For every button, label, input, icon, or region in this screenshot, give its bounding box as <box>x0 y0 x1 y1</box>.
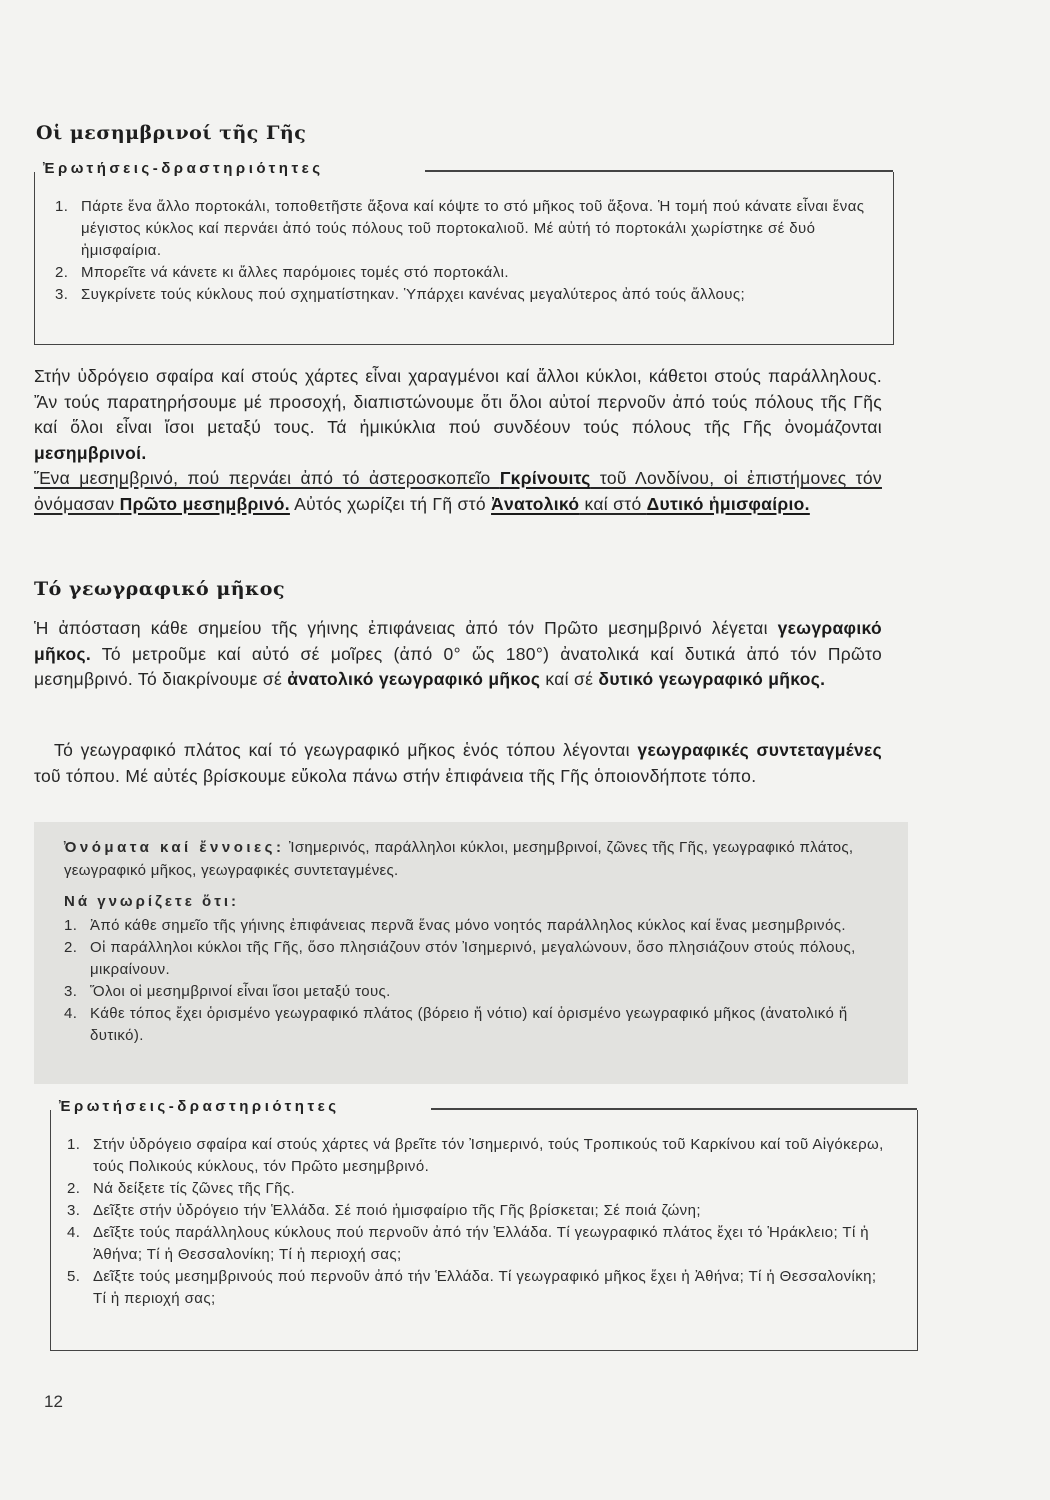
list-item: 4. Κάθε τόπος ἔχει ὁρισμένο γεωγραφικό πλάτος (βόρειο ἤ νότιο) καί ὁρισμένο γεωγραφικό μῆκος (ἀνατολικό ἤ δυτικό). <box>64 1005 848 1044</box>
questions-list-2 <box>67 1134 887 1310</box>
questions-box-2 <box>50 1098 918 1351</box>
list-item: 1. Πάρτε ἕνα ἄλλο πορτοκάλι, τοποθετῆστε ἄξονα καί κόψτε το στό μῆκος τοῦ ἄξονα. Ἡ τομή πού κάνατε εἶναι ἕνας μέγιστος κύκλος καί περνάει ἀπό τούς πόλους τοῦ πορτοκαλιοῦ. Μέ αὐτή τό πορτοκάλι χωρίστηκε σέ δυό ἡμισφαίρια. <box>55 198 865 259</box>
box-rule <box>425 170 893 172</box>
list-item: 3. Δεῖξτε στήν ὑδρόγειο τήν Ἑλλάδα. Σέ ποιό ἡμισφαίριο τῆς Γῆς βρίσκεται; Σέ ποιά ζώνη; <box>67 1202 701 1219</box>
questions-list-1 <box>55 196 869 306</box>
term-west-longitude: δυτικό γεωγραφικό μῆκος. <box>598 669 826 689</box>
list-item: 1. Στήν ὑδρόγειο σφαίρα καί στούς χάρτες νά βρεῖτε τόν Ἰσημερινό, τούς Τροπικούς τοῦ Καρκίνου καί τοῦ Αἰγόκερω, τούς Πολικούς κύκλους, τόν Πρῶτο μεσημβρινό. <box>67 1136 884 1175</box>
names-label: Ὀνόματα καί ἔννοιες: <box>64 839 285 856</box>
questions-box-label: Ἐρωτήσεις-δραστηριότητες <box>41 160 330 177</box>
names-and-concepts: Ὀνόματα καί ἔννοιες: Ἰσημερινός, παράλληλοι κύκλοι, μεσημβρινοί, ζῶνες τῆς Γῆς, γεωγραφικό πλάτος, γεωγραφικό μῆκος, γεωγραφικές συντεταγμένες. <box>64 839 854 879</box>
term-longitude: γεωγραφικό μῆκος. <box>34 618 882 664</box>
page-number: 12 <box>44 1392 63 1411</box>
term-coordinates: γεωγραφικές συντεταγμένες <box>637 740 882 760</box>
term-meridians: μεσημβρινοί. <box>34 442 147 463</box>
list-item: 3. Συγκρίνετε τούς κύκλους πού σχηματίστηκαν. Ὑπάρχει κανένας μεγαλύτερος ἀπό τούς ἄλλους; <box>55 286 746 303</box>
list-item: 4. Δεῖξτε τούς παράλληλους κύκλους πού περνοῦν ἀπό τήν Ἑλλάδα. Τί γεωγραφικό πλάτος ἔχει τό Ἡράκλειο; Τί ἡ Ἀθήνα; Τί ἡ Θεσσαλονίκη; Τί ἡ περιοχή σας; <box>67 1224 869 1263</box>
term-greenwich: Γκρίνουιτς <box>499 468 591 488</box>
term-east-longitude: ἀνατολικό γεωγραφικό μῆκος <box>287 669 541 689</box>
longitude-paragraph: Ἡ ἀπόσταση κάθε σημείου τῆς γήινης ἐπιφάνειας ἀπό τόν Πρῶτο μεσημβρινό λέγεται γεωγραφικό μῆκος. Τό μετροῦμε καί αὐτό σέ μοῖρες (ἀπό 0° ὥς 180°) ἀνατολικά καί δυτικά ἀπό τόν Πρῶτο μεσημβρινό. Τό διακρίνουμε σέ ἀνατολικό γεωγραφικό μῆκος καί σέ δυτικό γεωγραφικό μῆκος. <box>34 618 882 689</box>
know-label: Νά γνωρίζετε ὅτι: <box>64 893 240 910</box>
box-rule <box>431 1108 917 1110</box>
list-item: 2. Οἱ παράλληλοι κύκλοι τῆς Γῆς, ὅσο πλησιάζουν στόν Ἰσημερινό, μεγαλώνουν, ὅσο πλησιάζουν στούς πόλους, μικραίνουν. <box>64 939 856 978</box>
prime-meridian-paragraph: Ἕνα μεσημβρινό, πού περνάει ἀπό τό ἀστεροσκοπεῖο Γκρίνουιτς τοῦ Λονδίνου, οἱ ἐπιστήμονες τόν ὀνόμασαν Πρῶτο μεσημβρινό. Αὐτός χωρίζει τή Γῆ στό Ἀνατολικό καί στό Δυτικό ἡμισφαίριο. <box>34 468 882 514</box>
list-item: 3. Ὅλοι οἱ μεσημβρινοί εἶναι ἴσοι μεταξύ τους. <box>64 983 391 1000</box>
list-item: 1. Ἀπό κάθε σημεῖο τῆς γήινης ἐπιφάνειας περνᾶ ἕνας μόνο νοητός παράλληλος κύκλος καί ἕνας μεσημβρινός. <box>64 917 846 934</box>
section-title-meridians: Οἱ μεσημβρινοί τῆς Γῆς <box>36 122 307 144</box>
term-western-hemisphere: Δυτικό ἡμισφαίριο. <box>646 493 810 514</box>
section-title-longitude: Τό γεωγραφικό μῆκος <box>34 578 286 600</box>
list-item: 2. Μπορεῖτε νά κάνετε κι ἄλλες παρόμοιες τομές στό πορτοκάλι. <box>55 264 509 281</box>
list-item: 2. Νά δείξετε τίς ζῶνες τῆς Γῆς. <box>67 1180 296 1197</box>
coordinates-paragraph: Τό γεωγραφικό πλάτος καί τό γεωγραφικό μῆκος ἑνός τόπου λέγονται γεωγραφικές συντεταγμένες τοῦ τόπου. Μέ αὐτές βρίσκουμε εὔκολα πάνω στήν ἐπιφάνεια τῆς Γῆς ὁποιονδήποτε τόπο. <box>34 740 882 786</box>
list-item: 5. Δεῖξτε τούς μεσημβρινούς πού περνοῦν ἀπό τήν Ἑλλάδα. Τί γεωγραφικό μῆκος ἔχει ἡ Ἀθήνα; Τί ἡ Θεσσαλονίκη; Τί ἡ περιοχή σας; <box>67 1268 877 1307</box>
summary-box <box>34 822 908 1084</box>
term-prime-meridian: Πρῶτο μεσημβρινό. <box>119 493 290 514</box>
term-eastern: Ἀνατολικό <box>491 493 580 514</box>
meridians-paragraph: Στήν ὑδρόγειο σφαίρα καί στούς χάρτες εἶναι χαραγμένοι καί ἄλλοι κύκλοι, κάθετοι στούς παράλληλους. Ἄν τούς παρατηρήσουμε μέ προσοχή, διαπιστώνουμε ὅτι ὅλοι αὐτοί περνοῦν ἀπό τούς πόλους τῆς Γῆς καί ὅλοι εἶναι ἴσοι μεταξύ τους. Τά ἡμικύκλια πού συνδέουν τούς πόλους τῆς Γῆς ὀνομάζονται μεσημβρινοί. <box>34 366 882 463</box>
facts-list <box>64 915 882 1047</box>
questions-box-label: Ἐρωτήσεις-δραστηριότητες <box>57 1098 346 1115</box>
questions-box-1 <box>34 160 894 345</box>
